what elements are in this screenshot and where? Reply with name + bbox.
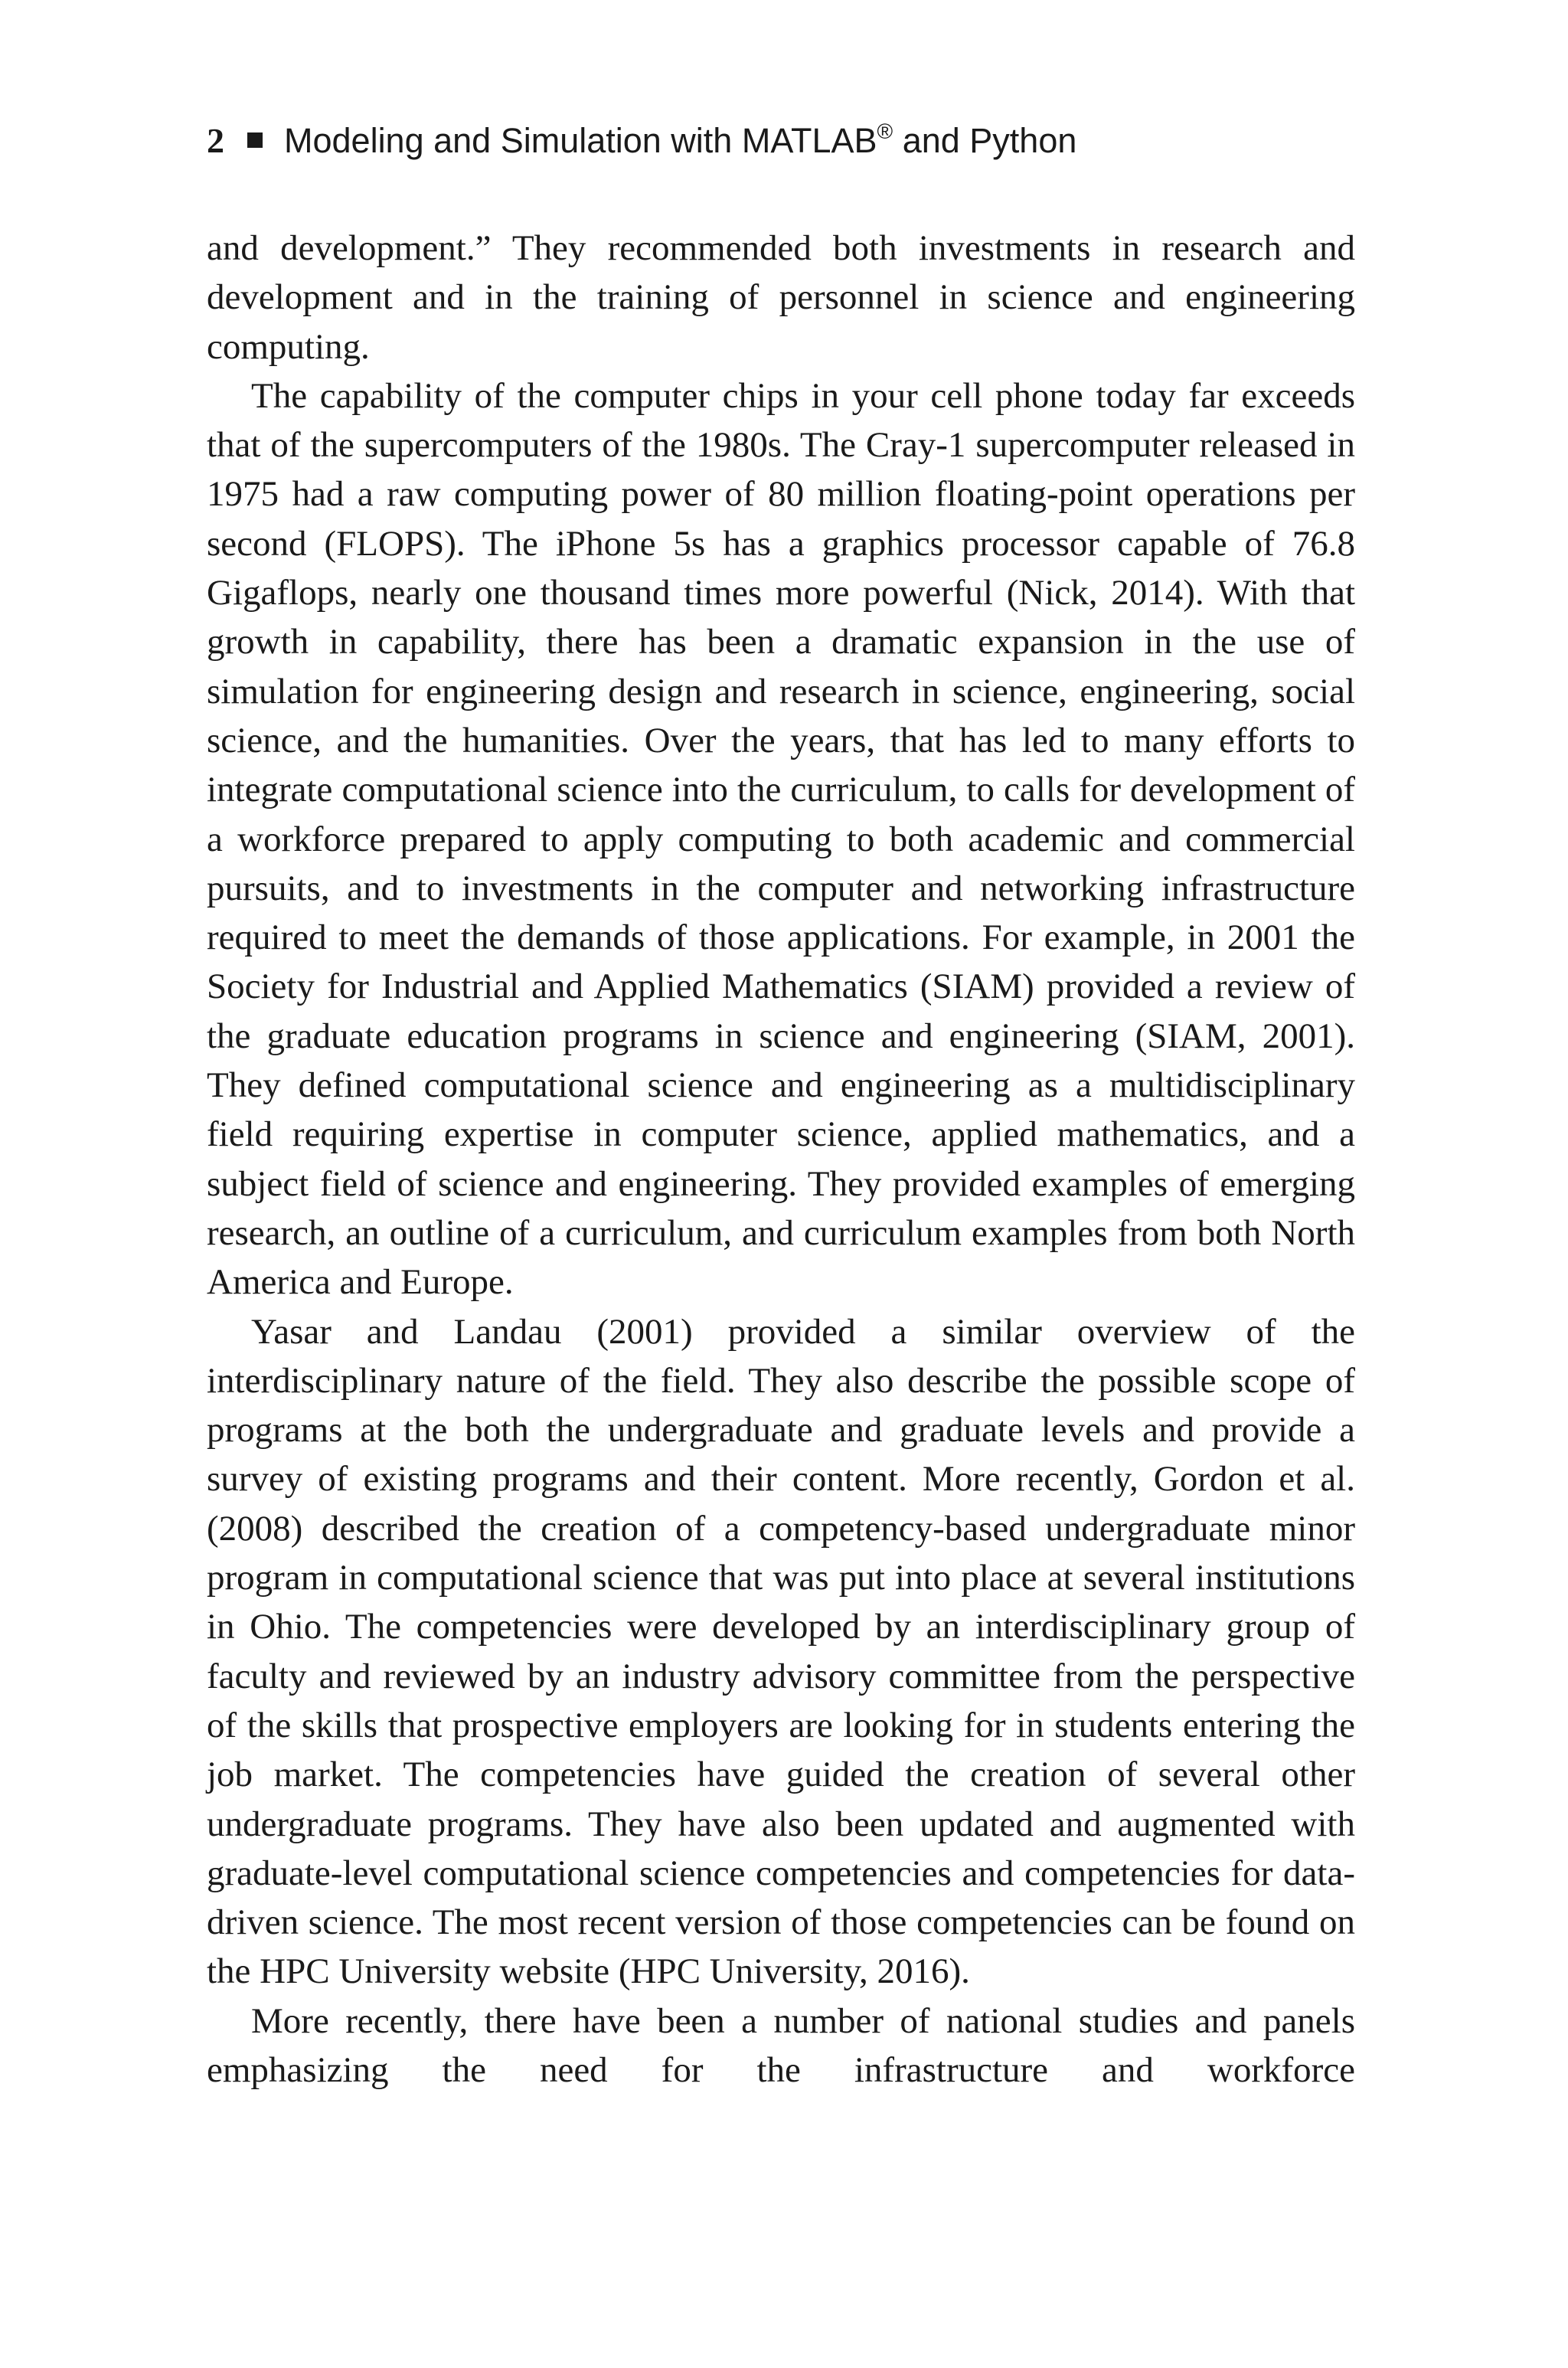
paragraph-continued: and development.” They recommended both investments in research and development and in the training of personnel in science and engineering computing. bbox=[207, 228, 1355, 367]
running-head bbox=[207, 116, 1355, 165]
paragraph-national-studies: More recently, there have been a number of national studies and panels emphasizing the need for the infrastructure and workforce bbox=[207, 2000, 1355, 2090]
page-number: 2 bbox=[207, 121, 224, 160]
book-title: Modeling and Simulation with MATLAB bbox=[284, 121, 877, 160]
paragraph-yasar-landau: Yasar and Landau (2001) provided a similar overview of the interdisciplinary nature of the field. They also describe the possible scope of programs at the both the undergraduate and graduate levels and provide a survey of existing programs and their content. More recently, Gordon et al. (2008) described the creation of a competency-based undergraduate minor program in computational science that was put into place at several institutions in Ohio. The competencies were developed by an interdisciplinary group of faculty and reviewed by an industry advisory committee from the perspective of the skills that prospective employers are looking for in students entering the job market. The competencies have guided the creation of several other undergraduate programs. They have also been updated and augmented with graduate-level computational science competencies and competencies for data-driven science. The most recent version of those competencies can be found on the HPC University website (HPC University, 2016). bbox=[207, 1311, 1355, 1992]
body-text bbox=[207, 224, 1355, 2095]
paragraph-computing-capability: The capability of the computer chips in your cell phone today far exceeds that of the supercomputers of the 1980s. The Cray-1 supercomputer released in 1975 had a raw computing power of 80 million floating-point operations per second (FLOPS). The iPhone 5s has a graphics processor capable of 76.8 Gigaflops, nearly one thousand times more powerful (Nick, 2014). With that growth in capability, there has been a dramatic expansion in the use of simulation for engineering design and research in science, engineering, social science, and the humanities. Over the years, that has led to many efforts to integrate computational science into the curriculum, to calls for development of a workforce prepared to apply computing to both academic and commercial pursuits, and to investments in the computer and networking infrastructure required to meet the demands of those applications. For example, in 2001 the Society for Industrial and Applied Mathematics (SIAM) provided a review of the graduate education programs in science and engineering (SIAM, 2001). They defined computational science and engineering as a multidisciplinary field requiring expertise in computer science, applied mathematics, and a subject field of science and engineering. They provided examples of emerging research, an outline of a curriculum, and curriculum examples from both North America and Europe. bbox=[207, 375, 1355, 1303]
registered-mark: ® bbox=[877, 119, 893, 143]
book-title-suffix: and Python bbox=[893, 121, 1077, 160]
filled-square-icon bbox=[247, 132, 263, 148]
